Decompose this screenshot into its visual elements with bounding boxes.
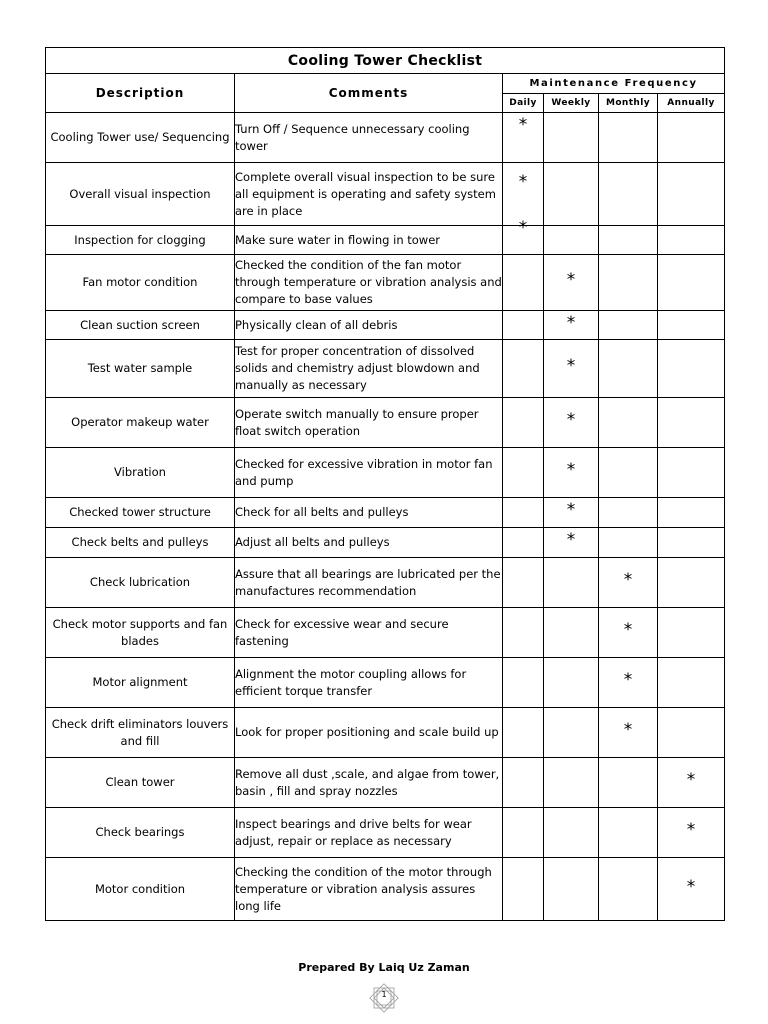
frequency-marker: * [518,217,528,238]
row-description: Test water sample [46,340,235,398]
row-weekly-cell [544,858,599,921]
row-comments: Checked for excessive vibration in motor fan and pump [235,448,503,498]
row-monthly-cell [599,340,658,398]
row-annually-cell [658,113,725,163]
row-comments: Checked the condition of the fan motor through temperature or vibration analysis and compare to base values [235,255,503,311]
annually-header: Annually [658,94,725,113]
row-daily-cell [503,163,544,226]
frequency-marker: * [566,460,576,480]
frequency-marker: * [623,620,633,640]
frequency-marker: * [518,115,528,135]
comments-header: Comments [235,74,503,113]
row-comments: Physically clean of all debris [235,311,503,340]
row-description: Operator makeup water [46,398,235,448]
row-monthly-cell [599,758,658,808]
row-monthly-cell [599,255,658,311]
checklist-table [45,47,725,921]
row-description: Check belts and pulleys [46,528,235,558]
description-header: Description [46,74,235,113]
row-comments: Checking the condition of the motor through temperature or vibration analysis assures long life [235,858,503,921]
row-weekly-cell [544,608,599,658]
row-description: Overall visual inspection [46,163,235,226]
row-daily-cell [503,808,544,858]
row-daily-cell [503,398,544,448]
row-monthly-cell [599,113,658,163]
row-annually-cell [658,163,725,226]
row-annually-cell [658,255,725,311]
table-row [46,558,725,608]
row-monthly-cell [599,658,658,708]
row-description: Vibration [46,448,235,498]
row-weekly-cell [544,448,599,498]
row-comments: Assure that all bearings are lubricated per the manufactures recommendation [235,558,503,608]
row-annually-cell [658,528,725,558]
table-row [46,708,725,758]
row-description: Check lubrication [46,558,235,608]
row-weekly-cell [544,255,599,311]
row-weekly-cell [544,163,599,226]
row-monthly-cell [599,226,658,255]
frequency-marker: * [566,530,576,550]
row-monthly-cell [599,808,658,858]
row-weekly-cell [544,708,599,758]
table-row [46,658,725,708]
row-description: Fan motor condition [46,255,235,311]
table-row [46,255,725,311]
row-weekly-cell [544,340,599,398]
row-daily-cell [503,608,544,658]
row-weekly-cell [544,498,599,528]
row-daily-cell [503,708,544,758]
row-comments: Test for proper concentration of dissolved solids and chemistry adjust blowdown and manually as necessary [235,340,503,398]
frequency-marker: * [686,770,696,790]
daily-header: Daily [503,94,544,113]
table-row [46,808,725,858]
row-description: Motor condition [46,858,235,921]
row-description: Inspection for clogging [46,226,235,255]
row-weekly-cell [544,528,599,558]
row-annually-cell [658,758,725,808]
row-daily-cell [503,255,544,311]
row-weekly-cell [544,398,599,448]
row-monthly-cell [599,608,658,658]
row-weekly-cell [544,113,599,163]
row-comments: Complete overall visual inspection to be sure all equipment is operating and safety system are in place [235,163,503,226]
row-annually-cell [658,448,725,498]
frequency-marker: * [566,410,576,430]
row-annually-cell [658,658,725,708]
frequency-marker: * [623,670,633,690]
table-row [46,340,725,398]
row-daily-cell [503,758,544,808]
page-number: 1 [381,990,387,999]
row-daily-cell [503,340,544,398]
row-annually-cell [658,226,725,255]
frequency-marker: * [566,356,576,376]
frequency-marker: * [686,820,696,840]
row-annually-cell [658,558,725,608]
frequency-marker: * [566,312,576,333]
table-row [46,163,725,226]
row-daily-cell [503,498,544,528]
row-description: Check drift eliminators louvers and fill [46,708,235,758]
table-row [46,448,725,498]
row-daily-cell [503,558,544,608]
table-row [46,528,725,558]
table-title: Cooling Tower Checklist [46,48,725,74]
row-weekly-cell [544,758,599,808]
row-description: Checked tower structure [46,498,235,528]
page-number-badge [366,980,402,1016]
row-comments: Turn Off / Sequence unnecessary cooling tower [235,113,503,163]
frequency-marker: * [566,270,576,290]
row-comments: Adjust all belts and pulleys [235,528,503,558]
weekly-header: Weekly [544,94,599,113]
row-comments: Look for proper positioning and scale build up [235,708,503,758]
row-daily-cell [503,858,544,921]
row-monthly-cell [599,163,658,226]
row-daily-cell [503,448,544,498]
frequency-marker: * [623,720,633,740]
row-annually-cell [658,498,725,528]
row-weekly-cell [544,558,599,608]
table-row [46,311,725,340]
row-monthly-cell [599,448,658,498]
row-daily-cell [503,113,544,163]
row-comments: Alignment the motor coupling allows for efficient torque transfer [235,658,503,708]
row-monthly-cell [599,558,658,608]
table-row [46,498,725,528]
row-monthly-cell [599,498,658,528]
row-annually-cell [658,398,725,448]
row-annually-cell [658,708,725,758]
row-daily-cell [503,217,544,255]
row-weekly-cell [544,311,599,340]
row-description: Clean suction screen [46,311,235,340]
row-description: Clean tower [46,758,235,808]
row-description: Motor alignment [46,658,235,708]
row-monthly-cell [599,858,658,921]
row-daily-cell [503,528,544,558]
frequency-marker: * [518,171,528,192]
row-monthly-cell [599,528,658,558]
row-comments: Operate switch manually to ensure proper float switch operation [235,398,503,448]
monthly-header: Monthly [599,94,658,113]
row-daily-cell [503,311,544,340]
row-comments: Remove all dust ,scale, and algae from tower, basin , fill and spray nozzles [235,758,503,808]
table-row [46,226,725,255]
row-description: Check motor supports and fan blades [46,608,235,658]
row-annually-cell [658,340,725,398]
table-row [46,858,725,921]
row-annually-cell [658,608,725,658]
table-row [46,758,725,808]
row-description: Cooling Tower use/ Sequencing [46,113,235,163]
row-annually-cell [658,808,725,858]
table-row [46,608,725,658]
maintenance-frequency-header: Maintenance Frequency [503,74,725,94]
frequency-marker: * [686,876,696,897]
prepared-by: Prepared By Laiq Uz Zaman [298,961,470,974]
row-comments: Inspect bearings and drive belts for wear adjust, repair or replace as necessary [235,808,503,858]
row-weekly-cell [544,658,599,708]
row-daily-cell [503,658,544,708]
row-annually-cell [658,311,725,340]
row-annually-cell [658,858,725,921]
frequency-marker: * [623,570,633,590]
table-row [46,398,725,448]
table-row [46,113,725,163]
row-comments: Check for all belts and pulleys [235,498,503,528]
row-comments: Check for excessive wear and secure fastening [235,608,503,658]
row-weekly-cell [544,226,599,255]
row-monthly-cell [599,398,658,448]
row-description: Check bearings [46,808,235,858]
frequency-marker: * [566,500,576,520]
row-weekly-cell [544,808,599,858]
row-comments: Make sure water in flowing in tower [235,226,503,255]
row-monthly-cell [599,708,658,758]
row-monthly-cell [599,311,658,340]
